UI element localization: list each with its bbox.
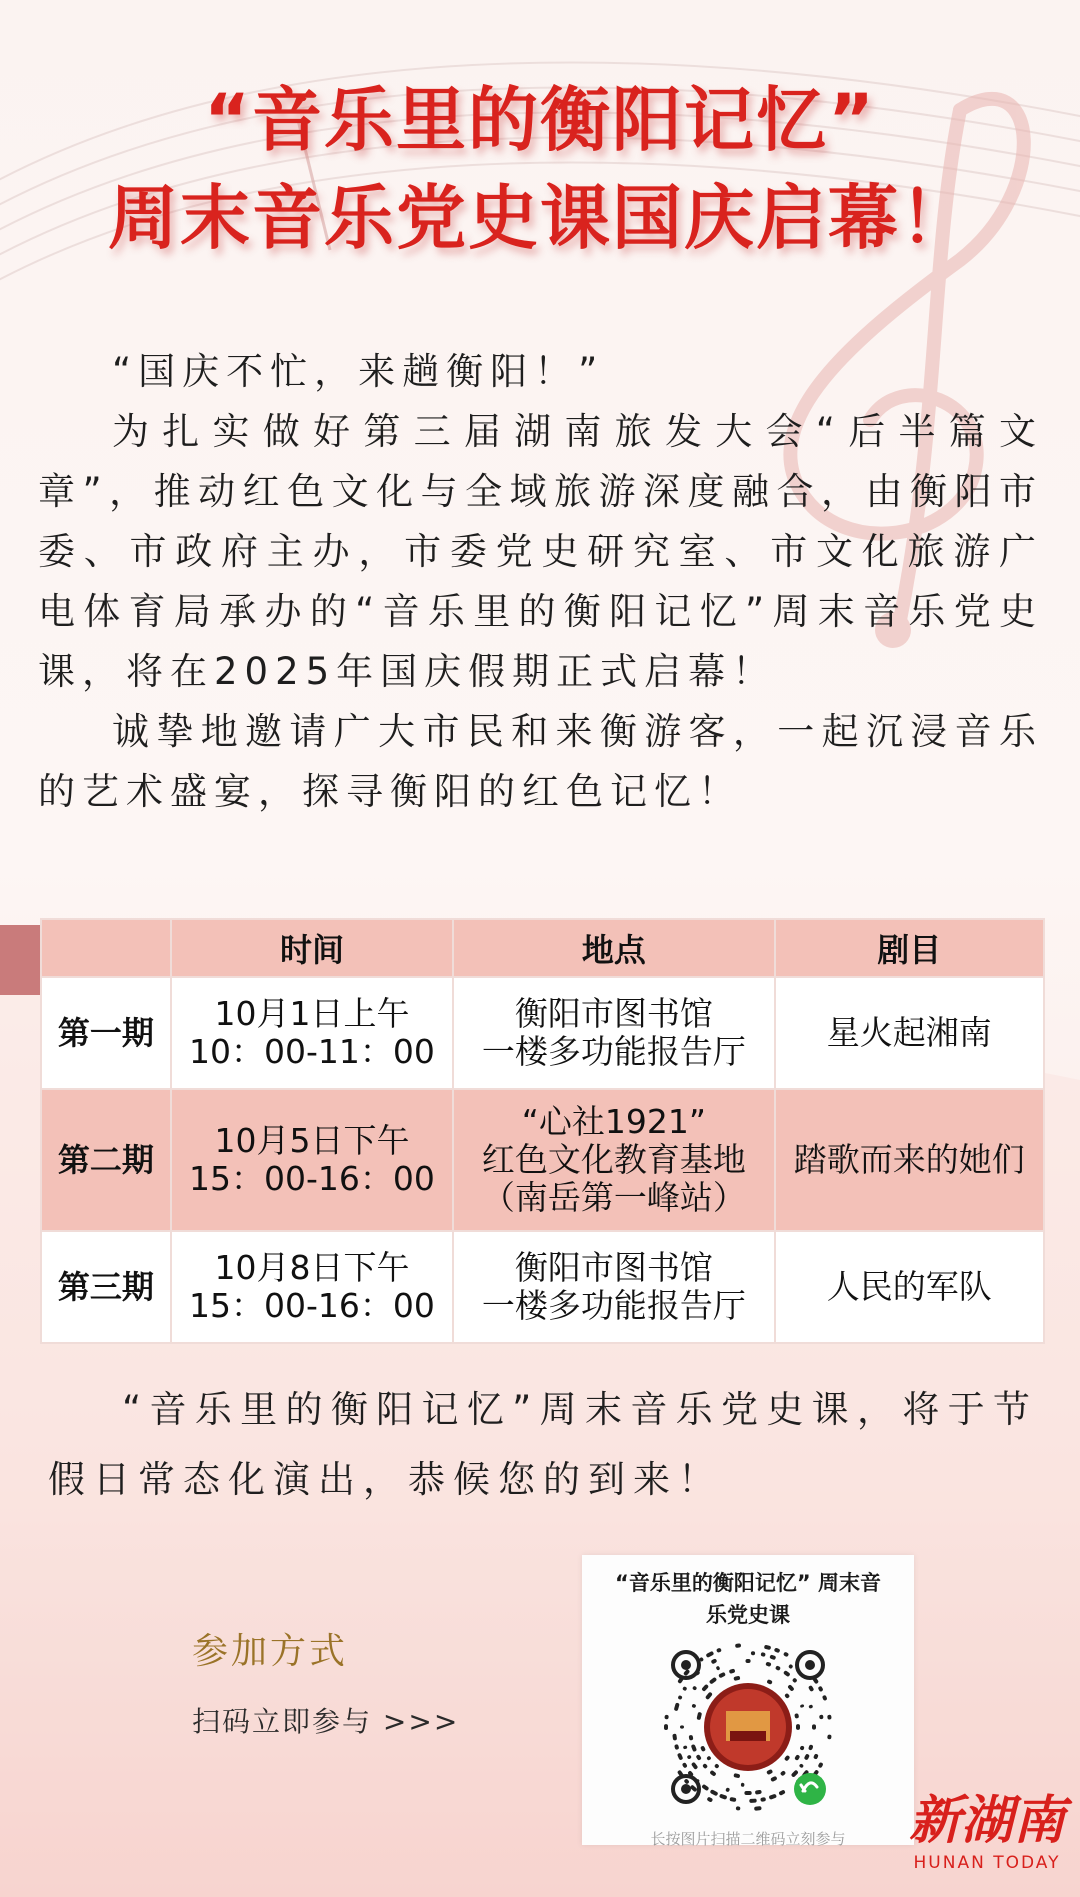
qr-dot xyxy=(702,1763,708,1769)
schedule-table xyxy=(40,918,1045,1344)
venue-line: 一楼多功能报告厅 xyxy=(481,1286,746,1325)
qr-dot xyxy=(744,1791,751,1795)
qr-dot xyxy=(714,1763,720,1769)
qr-card[interactable] xyxy=(582,1555,914,1845)
qr-dot xyxy=(710,1789,719,1796)
qr-dot xyxy=(672,1734,677,1741)
qr-finder-dot xyxy=(681,1660,691,1670)
qr-dot xyxy=(822,1695,828,1701)
time-date: 10月8日下午 xyxy=(214,1248,410,1287)
qr-dot xyxy=(716,1648,722,1653)
qr-dot xyxy=(769,1794,777,1800)
time-range: 15：00-16：00 xyxy=(189,1159,435,1198)
join-instruction: 扫码立即参与 >>> xyxy=(192,1705,460,1738)
qr-dot xyxy=(808,1744,813,1750)
time-cell xyxy=(171,1231,453,1343)
qr-dot xyxy=(775,1665,781,1671)
qr-dot xyxy=(701,1784,709,1791)
qr-dot xyxy=(827,1715,832,1720)
qr-title-line: 乐党史课 xyxy=(706,1603,790,1627)
qr-dot xyxy=(808,1704,813,1708)
qr-dot xyxy=(705,1692,713,1701)
qr-dot xyxy=(819,1715,824,1720)
qr-dot xyxy=(799,1745,804,1750)
qr-dot xyxy=(766,1769,773,1775)
qr-dot xyxy=(736,1806,741,1810)
qr-dot xyxy=(784,1755,791,1762)
qr-finder-dot xyxy=(805,1660,815,1670)
qr-dot xyxy=(701,1684,709,1692)
venue-cell xyxy=(453,1089,774,1231)
time-date: 10月5日下午 xyxy=(214,1121,410,1160)
qr-dot xyxy=(718,1672,726,1679)
page-title xyxy=(0,78,1080,260)
venue-line: “心社1921” xyxy=(521,1102,706,1141)
time-range: 10：00-11：00 xyxy=(189,1032,435,1071)
table-row xyxy=(41,1231,1044,1343)
logo-cn-text: 新湖南 xyxy=(908,1790,1065,1851)
qr-dot xyxy=(687,1754,692,1759)
venue-cell xyxy=(453,1231,774,1343)
period-cell: 第二期 xyxy=(41,1089,171,1231)
side-accent-bar xyxy=(0,925,40,995)
qr-dot xyxy=(800,1704,805,1708)
qr-dot xyxy=(725,1787,730,1792)
title-line-2: 周末音乐党史课国庆启幕！ xyxy=(108,177,972,259)
qr-dot xyxy=(741,1783,745,1787)
period-cell: 第三期 xyxy=(41,1231,171,1343)
qr-dot xyxy=(733,1676,740,1681)
qr-dot xyxy=(818,1762,824,1769)
qr-dot xyxy=(755,1790,762,1795)
closing-text xyxy=(48,1375,1038,1515)
venue-line: 一楼多功能报告厅 xyxy=(481,1032,746,1071)
qr-dot xyxy=(791,1770,799,1778)
qr-dot xyxy=(746,1659,751,1663)
qr-dot xyxy=(784,1693,790,1699)
venue-cell xyxy=(453,977,774,1089)
qr-finder-dot xyxy=(681,1784,691,1794)
closing-paragraph: “音乐里的衡阳记忆”周末音乐党史课，将于节假日常态化演出，恭候您的到来！ xyxy=(48,1388,1038,1501)
qr-dot xyxy=(818,1686,824,1692)
qr-dot xyxy=(696,1754,702,1761)
qr-dot xyxy=(813,1753,819,1759)
qr-dot xyxy=(706,1755,711,1760)
qr-dot xyxy=(709,1677,717,1685)
qr-dot xyxy=(729,1668,736,1673)
time-date: 10月1日上午 xyxy=(214,994,410,1033)
qr-dot xyxy=(682,1686,687,1691)
intro-text xyxy=(38,342,1043,822)
qr-dot xyxy=(700,1745,706,1752)
qr-dot xyxy=(765,1661,771,1666)
qr-dot xyxy=(783,1651,789,1657)
qr-dot xyxy=(711,1658,718,1664)
qr-dot xyxy=(796,1724,800,1730)
qr-dot xyxy=(804,1753,810,1760)
qr-dot xyxy=(678,1695,683,1700)
qr-dot xyxy=(709,1770,716,1777)
hunan-today-logo xyxy=(902,1790,1072,1874)
header-blank xyxy=(41,919,171,977)
qr-dot xyxy=(774,1647,781,1653)
qr-dot xyxy=(799,1763,804,1768)
intro-paragraph: 诚挚地邀请广大市民和来衡游客，一起沉浸音乐的艺术盛宴，探寻衡阳的红色记忆！ xyxy=(38,710,1043,813)
venue-line: （南岳第一峰站） xyxy=(481,1178,746,1217)
qr-dot xyxy=(735,1643,741,1648)
qr-dot xyxy=(729,1797,736,1802)
logo-en-text: HUNAN TODAY xyxy=(913,1853,1061,1873)
qr-dot xyxy=(689,1735,694,1741)
qr-dot xyxy=(696,1712,702,1720)
qr-dot xyxy=(808,1685,814,1692)
header-venue: 地点 xyxy=(453,919,774,977)
qr-dot xyxy=(754,1806,762,1811)
qr-dot xyxy=(691,1762,698,1770)
intro-paragraph: 为扎实做好第三届湖南旅发大会“后半篇文章”，推动红色文化与全域旅游深度融合，由衡阳市委、市政府主办，市委党史研究室、市文化旅游广电体育局承办的“音乐里的衡阳记忆”周末音乐党史课，将在2025年国庆假期正式启幕！ xyxy=(38,410,1043,693)
qr-dot xyxy=(706,1651,715,1658)
qr-dot xyxy=(719,1794,728,1800)
period-cell: 第一期 xyxy=(41,977,171,1089)
qr-dot xyxy=(716,1666,721,1671)
qr-dot xyxy=(770,1776,777,1782)
qr-dot xyxy=(749,1799,757,1803)
mini-program-qr-code-icon[interactable] xyxy=(660,1639,836,1815)
qr-dot xyxy=(683,1745,688,1749)
qr-dot xyxy=(792,1677,798,1683)
qr-dot xyxy=(751,1651,755,1655)
table-row xyxy=(41,977,1044,1089)
table-row xyxy=(41,1089,1044,1231)
qr-title xyxy=(582,1567,914,1631)
intro-paragraph: “国庆不忙，来趟衡阳！” xyxy=(112,350,605,393)
title-line-1: “音乐里的衡阳记忆” xyxy=(203,79,876,161)
qr-dot xyxy=(680,1725,684,1728)
qr-dot xyxy=(664,1715,668,1720)
qr-caption: 长按图片扫描二维码立刻参与 xyxy=(650,1830,846,1848)
time-cell xyxy=(171,1089,453,1231)
table-header-row xyxy=(41,919,1044,977)
qr-dot xyxy=(691,1744,697,1752)
qr-dot xyxy=(691,1704,696,1709)
qr-dot xyxy=(764,1645,771,1650)
qr-dot xyxy=(769,1654,776,1660)
qr-dot xyxy=(761,1652,766,1657)
venue-line: 衡阳市图书馆 xyxy=(514,1248,713,1287)
qr-dot xyxy=(677,1753,683,1761)
program-cell: 星火起湘南 xyxy=(775,977,1044,1089)
qr-dot xyxy=(682,1762,688,1768)
time-range: 15：00-16：00 xyxy=(189,1286,435,1325)
join-method-title: 参加方式 xyxy=(192,1631,349,1672)
qr-dot xyxy=(766,1679,772,1685)
qr-dot xyxy=(664,1724,668,1730)
qr-dot xyxy=(794,1713,799,1719)
qr-dot xyxy=(760,1797,766,1802)
qr-dot xyxy=(794,1754,800,1761)
time-cell xyxy=(171,977,453,1089)
qr-dot xyxy=(692,1685,697,1690)
qr-dot xyxy=(706,1797,713,1803)
qr-dot xyxy=(674,1744,679,1750)
qr-dot xyxy=(827,1734,832,1739)
qr-dot xyxy=(788,1664,793,1670)
qr-title-line: “音乐里的衡阳记忆” 周末音 xyxy=(615,1571,881,1595)
header-program: 剧目 xyxy=(775,919,1044,977)
qr-dot xyxy=(780,1770,786,1776)
qr-dot xyxy=(787,1684,794,1692)
header-time: 时间 xyxy=(171,919,453,977)
venue-line: 红色文化教育基地 xyxy=(481,1140,746,1179)
qr-dot xyxy=(733,1773,740,1778)
qr-dot xyxy=(684,1778,690,1784)
venue-line: 衡阳市图书馆 xyxy=(514,994,713,1033)
program-cell: 踏歌而来的她们 xyxy=(775,1089,1044,1231)
qr-dot xyxy=(812,1724,816,1729)
qr-dot xyxy=(674,1703,680,1712)
qr-dot xyxy=(783,1670,791,1677)
qr-dot xyxy=(778,1789,785,1795)
program-cell: 人民的军队 xyxy=(775,1231,1044,1343)
